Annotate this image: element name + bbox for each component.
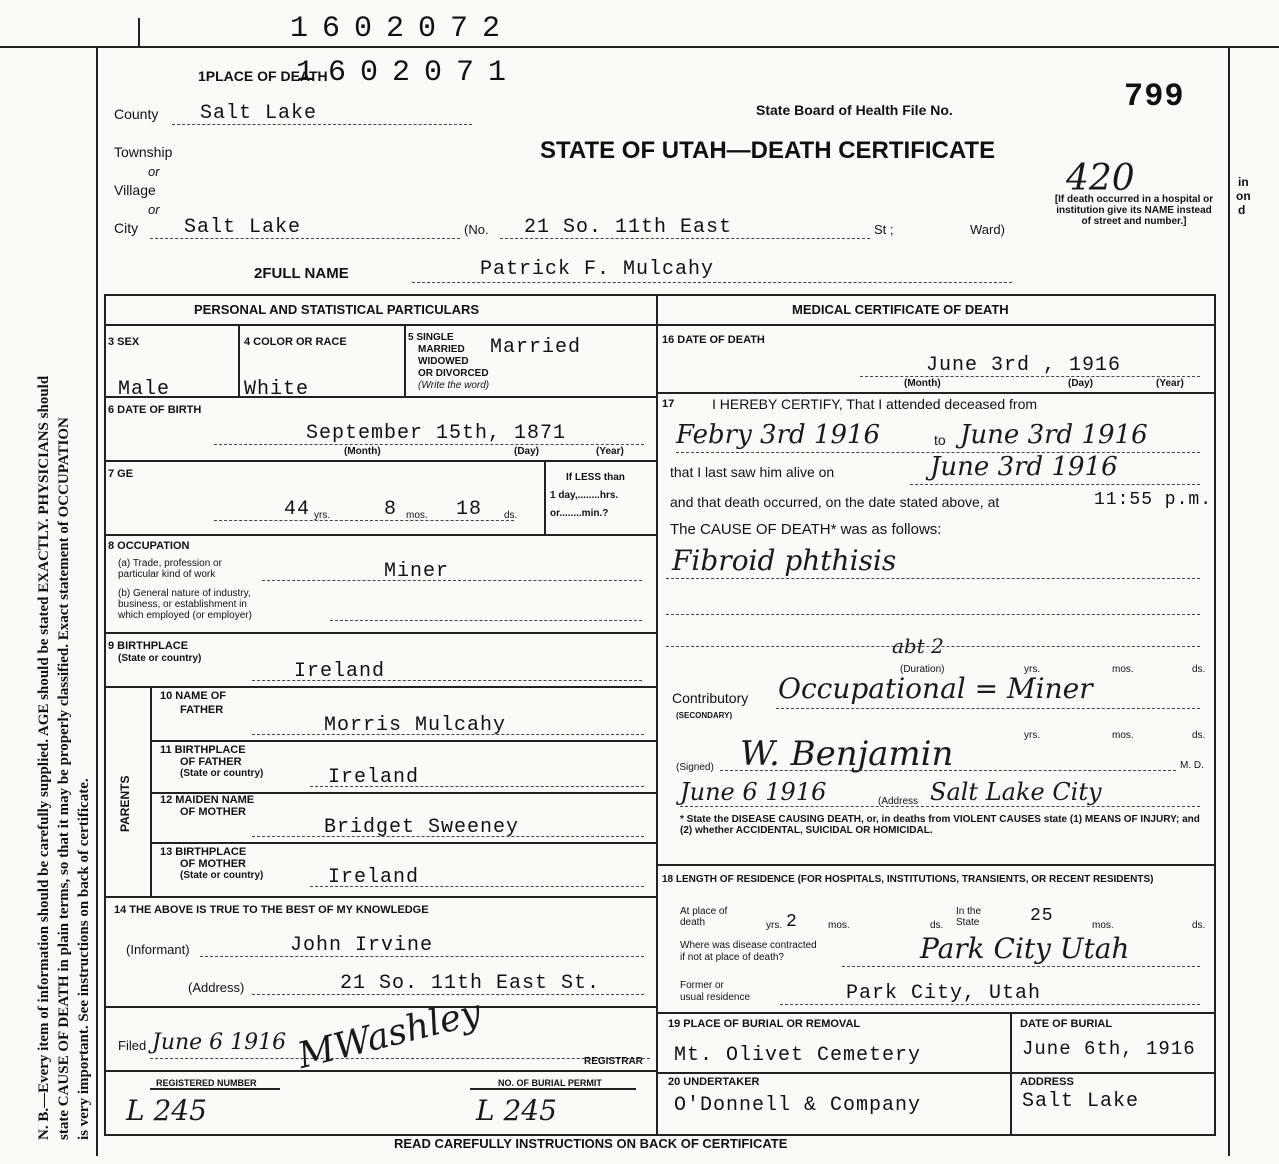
mother-birthplace: Ireland <box>328 866 420 889</box>
race-value: White <box>244 378 310 401</box>
margin-fragment-3: d <box>1238 203 1246 217</box>
age-months: 8 <box>384 498 398 521</box>
mother-birthplace-label-1: 13 BIRTHPLACE <box>160 846 247 858</box>
death-day-caption: (Day) <box>1068 378 1094 389</box>
informant-address: 21 So. 11th East St. <box>340 972 601 995</box>
burial-permit-label: NO. OF BURIAL PERMIT <box>498 1078 602 1088</box>
age-label: 7 GE <box>108 468 134 480</box>
duration-value: abt 2 <box>892 634 944 658</box>
occupation-b-line3: which employed (or employer) <box>118 610 252 621</box>
contracted-place: Park City Utah <box>920 932 1130 965</box>
last-saw-label: that I last saw him alive on <box>670 464 835 480</box>
birthplace-sub: (State or country) <box>118 653 202 664</box>
secondary-label: (SECONDARY) <box>676 711 733 720</box>
contracted-label-1: Where was disease contracted <box>680 940 817 951</box>
father-birthplace-label-1: 11 BIRTHPLACE <box>160 744 246 756</box>
filed-label: Filed <box>118 1038 147 1053</box>
age-days: 18 <box>456 498 483 521</box>
marital-label-married: MARRIED <box>418 344 465 355</box>
st-label: St ; <box>874 222 894 237</box>
township-label: Township <box>114 144 173 160</box>
father-birthplace-label-2: OF FATHER <box>180 756 242 768</box>
parents-label: PARENTS <box>118 775 132 832</box>
in-state-ds: ds. <box>1192 920 1206 931</box>
age-yrs-caption: yrs. <box>314 510 331 521</box>
age-mos-caption: mos. <box>406 510 428 521</box>
burial-date-label: DATE OF BURIAL <box>1020 1018 1113 1030</box>
registrar-signature: MWashley <box>293 991 486 1078</box>
registered-number-label: REGISTERED NUMBER <box>156 1078 257 1088</box>
full-name-label: 2FULL NAME <box>254 265 349 282</box>
signed-label: (Signed) <box>676 762 714 773</box>
birthplace-label: 9 BIRTHPLACE <box>108 640 189 652</box>
attended-from: Febry 3rd 1916 <box>676 420 881 450</box>
occupation-b-line1: (b) General nature of industry, <box>118 588 251 599</box>
ward-label: Ward) <box>970 222 1005 237</box>
duration-yrs: yrs. <box>1024 664 1041 675</box>
stamp-number-top: 1602072 <box>290 12 515 46</box>
mother-birthplace-label-3: (State or country) <box>180 870 264 881</box>
registered-number-value: L 245 <box>126 1094 207 1127</box>
sex-value: Male <box>118 378 171 401</box>
street-no-label: (No. <box>464 222 489 237</box>
personal-section-title: PERSONAL AND STATISTICAL PARTICULARS <box>194 302 480 317</box>
certify-statement: I HEREBY CERTIFY, That I attended deceased from <box>712 396 1038 412</box>
city-value: Salt Lake <box>184 216 302 239</box>
or-label-1: or <box>148 164 160 179</box>
dob-value: September 15th, 1871 <box>306 422 567 445</box>
dob-label: 6 DATE OF BIRTH <box>108 404 202 416</box>
mother-label-2: OF MOTHER <box>180 806 246 818</box>
physician-signature: W. Benjamin <box>740 734 954 774</box>
undertaker-address: Salt Lake <box>1022 1090 1140 1113</box>
father-name: Morris Mulcahy <box>324 714 507 737</box>
occupation-b-line2: business, or establishment in <box>118 599 247 610</box>
county-value: Salt Lake <box>200 102 318 125</box>
contracted-label-2: if not at place of death? <box>680 952 784 963</box>
city-label: City <box>114 220 139 236</box>
certificate-title: STATE OF UTAH—DEATH CERTIFICATE <box>540 137 996 164</box>
burial-place-value: Mt. Olivet Cemetery <box>674 1044 922 1067</box>
hospital-note: [If death occurred in a hospital or institution give its NAME instead of street and number.] <box>1054 194 1214 227</box>
former-label-2: usual residence <box>680 992 751 1003</box>
father-birthplace: Ireland <box>328 766 420 789</box>
or-label-2: or <box>148 202 160 217</box>
informant-value: John Irvine <box>290 934 434 957</box>
at-place-mos: mos. <box>828 920 850 931</box>
contributory-label: Contributory <box>672 690 749 706</box>
duration-label: (Duration) <box>900 664 945 675</box>
stamp-number-second: 1602071 <box>296 56 521 90</box>
true-statement-label: 14 THE ABOVE IS TRUE TO THE BEST OF MY KNOWLEDGE <box>114 904 429 916</box>
physician-address-label: (Address <box>878 796 919 807</box>
file-number: 799 <box>1124 78 1185 115</box>
burial-date-value: June 6th, 1916 <box>1022 1038 1196 1060</box>
in-state-label: In the State <box>956 906 982 928</box>
at-place-yrs: yrs. <box>766 920 783 931</box>
informant-address-label: (Address) <box>188 980 245 995</box>
in-state-years: 25 <box>1030 906 1054 926</box>
contributory-cause: Occupational = Miner <box>778 672 1093 705</box>
residence-label: 18 LENGTH OF RESIDENCE (FOR HOSPITALS, INSTITUTIONS, TRANSIENTS, OR RECENT RESIDENTS) <box>662 874 1154 885</box>
physician-address: Salt Lake City <box>930 778 1102 806</box>
side-note-line3: is very important. See instructions on back of certificate. <box>76 778 92 1140</box>
contributory-ds: ds. <box>1192 730 1206 741</box>
mother-birthplace-label-2: OF MOTHER <box>180 858 246 870</box>
informant-label: (Informant) <box>126 942 190 957</box>
mother-label-1: 12 MAIDEN NAME <box>160 794 255 806</box>
cause-label: The CAUSE OF DEATH* was as follows: <box>670 521 942 538</box>
medical-section-title: MEDICAL CERTIFICATE OF DEATH <box>792 302 1009 317</box>
if-less-line1: If LESS than <box>566 472 625 483</box>
burial-permit-value: L 245 <box>476 1094 557 1127</box>
death-occurred-label: and that death occurred, on the date stated above, at <box>670 494 1000 510</box>
duration-mos: mos. <box>1112 664 1134 675</box>
marital-label-widowed: WIDOWED <box>418 356 469 367</box>
sex-label: 3 SEX <box>108 336 140 348</box>
dob-day-caption: (Day) <box>514 446 540 457</box>
side-note-line2: state CAUSE OF DEATH in plain terms, so that it may be properly classified. Exact statement of OCCUPATION <box>56 417 72 1140</box>
death-date-value: June 3rd , 1916 <box>926 354 1122 377</box>
contributory-yrs: yrs. <box>1024 730 1041 741</box>
cause-of-death: Fibroid phthisis <box>672 544 897 577</box>
hospital-number: 420 <box>1066 158 1135 199</box>
attended-to-label: to <box>934 432 946 448</box>
attended-to: June 3rd 1916 <box>960 420 1148 450</box>
cause-instruction-note: * State the DISEASE CAUSING DEATH, or, in deaths from VIOLENT CAUSES state (1) MEANS OF INJURY; and (2) whether ACCIDENTAL, SUICIDAL OR HOMICIDAL. <box>680 814 1200 836</box>
side-note-line1: N. B.—Every item of information should be carefully supplied. AGE should be stated EXACTLY. PHYSICIANS should <box>36 375 52 1140</box>
marital-label-divorced: OR DIVORCED <box>418 368 489 379</box>
if-less-line2: 1 day,........hrs. <box>550 490 619 501</box>
margin-fragment-2: on <box>1236 189 1251 203</box>
in-state-mos: mos. <box>1092 920 1114 931</box>
at-place-ds: ds. <box>930 920 944 931</box>
footer-instructions: READ CAREFULLY INSTRUCTIONS ON BACK OF CERTIFICATE <box>394 1136 788 1151</box>
death-date-label: 16 DATE OF DEATH <box>662 334 765 346</box>
age-ds-caption: ds. <box>504 510 518 521</box>
death-time: 11:55 p.m. <box>1094 490 1213 510</box>
age-years: 44 <box>284 498 311 521</box>
marital-write-word: (Write the word) <box>418 380 490 391</box>
board-file-label: State Board of Health File No. <box>756 102 953 118</box>
former-label-1: Former or <box>680 980 724 991</box>
mother-name: Bridget Sweeney <box>324 816 520 839</box>
dob-year-caption: (Year) <box>596 446 624 457</box>
former-residence: Park City, Utah <box>846 982 1042 1005</box>
certify-number: 17 <box>662 398 675 410</box>
burial-place-label: 19 PLACE OF BURIAL OR REMOVAL <box>668 1018 861 1030</box>
margin-fragment-1: in <box>1238 175 1249 189</box>
if-less-line3: or........min.? <box>550 508 609 519</box>
last-saw-date: June 3rd 1916 <box>930 452 1118 482</box>
birthplace-value: Ireland <box>294 660 386 683</box>
dob-month-caption: (Month) <box>344 446 381 457</box>
md-label: M. D. <box>1180 760 1204 771</box>
village-label: Village <box>114 182 156 198</box>
occupation-a-line1: (a) Trade, profession or <box>118 558 222 569</box>
marital-label-single: 5 SINGLE <box>408 332 454 343</box>
death-year-caption: (Year) <box>1156 378 1184 389</box>
filed-date: June 6 1916 <box>152 1030 287 1055</box>
full-name-value: Patrick F. Mulcahy <box>480 258 715 281</box>
place-of-death-label: 1PLACE OF DEATH <box>198 68 328 84</box>
at-place-label: At place of death <box>680 906 728 928</box>
signed-date: June 6 1916 <box>680 778 827 806</box>
father-label-1: 10 NAME OF <box>160 690 227 702</box>
occupation-value: Miner <box>384 560 450 583</box>
undertaker-label: 20 UNDERTAKER <box>668 1076 760 1088</box>
marital-value: Married <box>490 336 582 359</box>
duration-ds: ds. <box>1192 664 1206 675</box>
father-birthplace-label-3: (State or country) <box>180 768 264 779</box>
undertaker-value: O'Donnell & Company <box>674 1094 922 1117</box>
county-label: County <box>114 106 159 122</box>
registrar-label: REGISTRAR <box>584 1056 643 1067</box>
father-label-2: FATHER <box>180 704 224 716</box>
undertaker-address-label: ADDRESS <box>1020 1076 1074 1088</box>
occupation-a-line2: particular kind of work <box>118 569 216 580</box>
street-value: 21 So. 11th East <box>524 216 733 239</box>
occupation-label: 8 OCCUPATION <box>108 540 190 552</box>
contributory-mos: mos. <box>1112 730 1134 741</box>
death-month-caption: (Month) <box>904 378 941 389</box>
race-label: 4 COLOR OR RACE <box>244 336 347 348</box>
at-place-years: 2 <box>786 912 798 932</box>
